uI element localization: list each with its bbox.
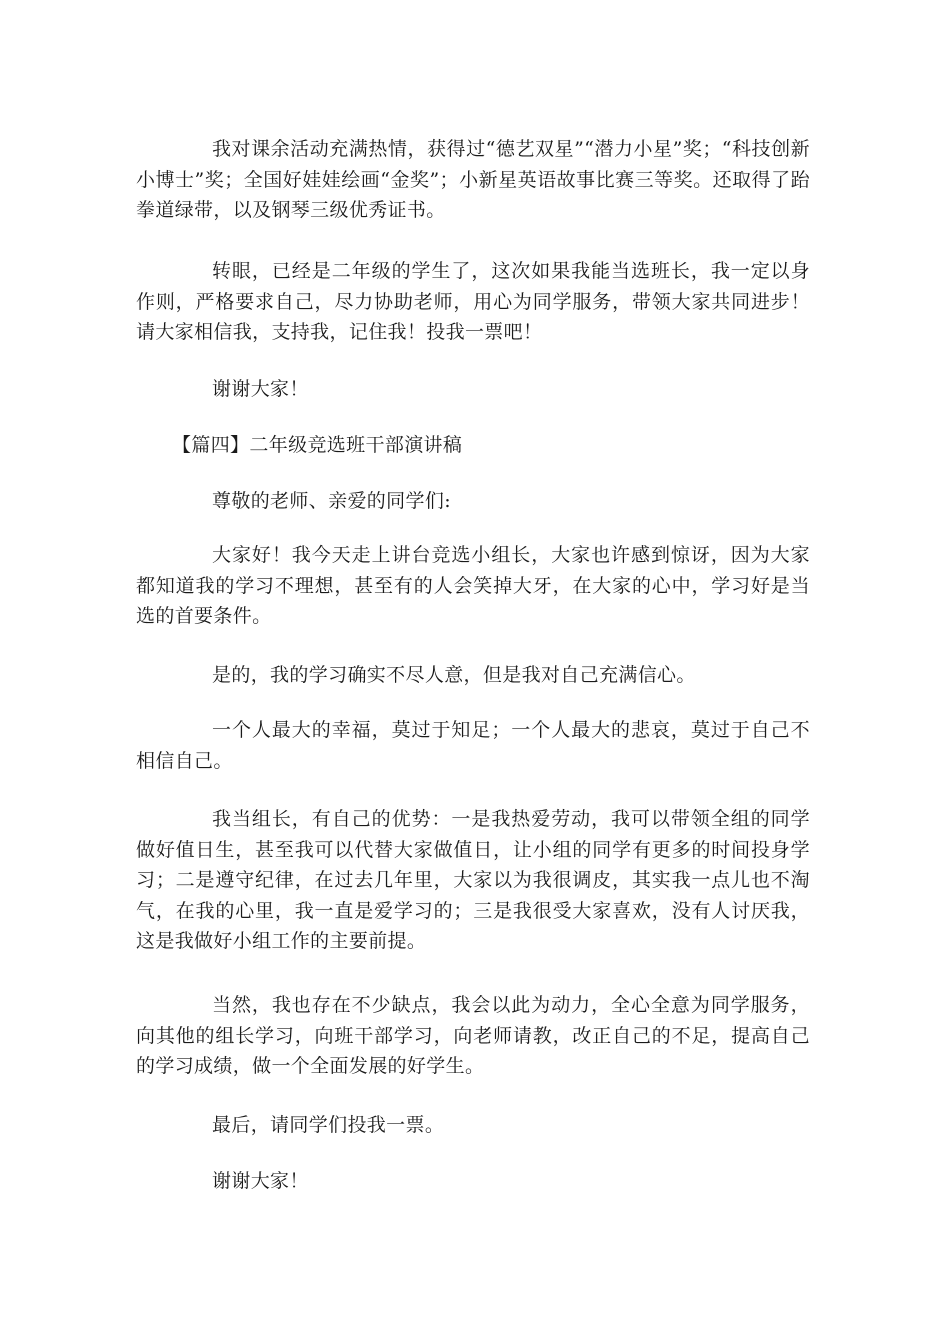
paragraph-vote-request: 最后，请同学们投我一票。	[212, 1114, 445, 1136]
paragraph-awards: 我对课余活动充满热情，获得过“德艺双星”“潜力小星”奖；“科技创新小博士”奖；全国好娃娃绘画“金奖”；小新星英语故事比赛三等奖。还取得了跆拳道绿带，以及钢琴三级优秀证书。	[136, 138, 810, 221]
paragraph-promise: 转眼，已经是二年级的学生了，这次如果我能当选班长，我一定以身作则，严格要求自己，尽力协助老师，用心为同学服务，带领大家共同进步！请大家相信我，支持我，记住我！投我一票吧！	[136, 260, 810, 343]
paragraph-greeting: 尊敬的老师、亲爱的同学们:	[212, 490, 451, 512]
paragraph-thanks-2: 谢谢大家！	[212, 1170, 309, 1192]
paragraph-happiness: 一个人最大的幸福，莫过于知足；一个人最大的悲哀，莫过于自己不相信自己。	[136, 719, 810, 772]
paragraph-intro: 大家好！我今天走上讲台竞选小组长，大家也许感到惊讶，因为大家都知道我的学习不理想，甚至有的人会笑掉大牙，在大家的心中，学习好是当选的首要条件。	[136, 544, 810, 627]
section-heading: 【篇四】二年级竞选班干部演讲稿	[172, 434, 463, 456]
paragraph-confidence: 是的，我的学习确实不尽人意，但是我对自己充满信心。	[212, 664, 696, 686]
paragraph-thanks-1: 谢谢大家！	[212, 378, 309, 400]
paragraph-shortcomings: 当然，我也存在不少缺点，我会以此为动力，全心全意为同学服务，向其他的组长学习，向班干部学习，向老师请教，改正自己的不足，提高自己的学习成绩，做一个全面发展的好学生。	[136, 994, 810, 1077]
paragraph-advantages: 我当组长，有自己的优势：一是我热爱劳动，我可以带领全组的同学做好值日生，甚至我可以代替大家做值日，让小组的同学有更多的时间投身学习；二是遵守纪律，在过去几年里，大家以为我很调皮，其实我一点儿也不淘气，在我的心里，我一直是爱学习的；三是我很受大家喜欢，没有人讨厌我，这是我做好小组工作的主要前提。	[136, 808, 810, 952]
